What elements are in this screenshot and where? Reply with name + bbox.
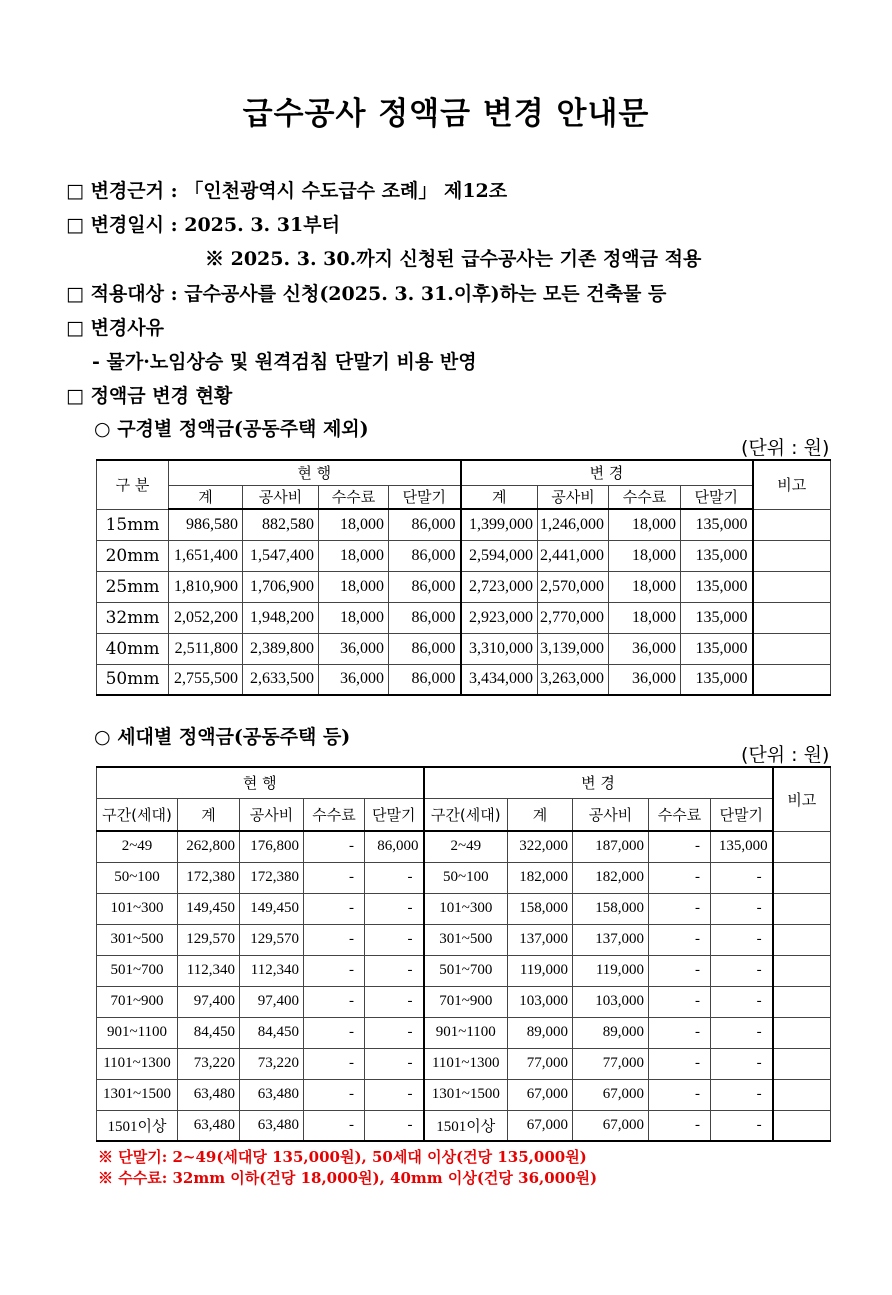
range-cell: 50~100 — [424, 862, 508, 893]
table2-heading: ○ 세대별 정액금(공동주택 등) — [94, 726, 351, 748]
cell-value: 63,480 — [240, 1079, 304, 1110]
sub-header: 계 — [169, 485, 243, 509]
range-cell: 301~500 — [97, 924, 178, 955]
sub-header: 수수료 — [304, 798, 365, 831]
remark-cell — [773, 955, 831, 986]
header-remark: 비고 — [773, 767, 831, 831]
cell-value: - — [304, 1079, 365, 1110]
cell-value: 67,000 — [573, 1110, 649, 1141]
header-current: 현 행 — [169, 460, 461, 485]
cell-value: 158,000 — [573, 893, 649, 924]
status-line: □ 정액금 변경 현황 — [66, 385, 233, 407]
cell-value: 322,000 — [508, 831, 573, 862]
cell-value: 149,450 — [178, 893, 240, 924]
cell-value: 18,000 — [319, 571, 389, 602]
cell-value: 73,220 — [240, 1048, 304, 1079]
table-row — [97, 862, 831, 893]
cell-value: 1,547,400 — [243, 540, 319, 571]
cell-value: 135,000 — [681, 664, 753, 695]
cell-value: 135,000 — [711, 831, 773, 862]
cell-value: - — [304, 1110, 365, 1141]
cell-value: 2,052,200 — [169, 602, 243, 633]
cell-value: 2,594,000 — [461, 540, 538, 571]
cell-value: 1,651,400 — [169, 540, 243, 571]
cell-value: 2,923,000 — [461, 602, 538, 633]
table-row — [97, 571, 831, 602]
cell-value: 3,434,000 — [461, 664, 538, 695]
cell-value: 67,000 — [573, 1079, 649, 1110]
range-cell: 701~900 — [424, 986, 508, 1017]
sub-header: 단말기 — [681, 485, 753, 509]
table-row — [97, 633, 831, 664]
table-row — [97, 1017, 831, 1048]
sub-header: 공사비 — [240, 798, 304, 831]
cell-value: 158,000 — [508, 893, 573, 924]
cell-value: 182,000 — [573, 862, 649, 893]
remark-cell — [753, 633, 831, 664]
cell-value: 89,000 — [508, 1017, 573, 1048]
cell-value: 119,000 — [573, 955, 649, 986]
cell-value: - — [365, 893, 424, 924]
reason-line: □ 변경사유 — [66, 317, 164, 339]
range-cell: 1301~1500 — [97, 1079, 178, 1110]
cell-value: 1,399,000 — [461, 509, 538, 540]
cell-value: 63,480 — [178, 1110, 240, 1141]
cell-value: - — [711, 986, 773, 1017]
cell-value: 3,139,000 — [538, 633, 609, 664]
cell-value: 176,800 — [240, 831, 304, 862]
row-label: 25mm — [97, 571, 169, 602]
sub-header: 수수료 — [649, 798, 711, 831]
remark-cell — [753, 602, 831, 633]
cell-value: - — [365, 1079, 424, 1110]
cell-value: - — [304, 893, 365, 924]
diameter-fee-table — [96, 459, 831, 696]
cell-value: - — [649, 862, 711, 893]
cell-value: - — [649, 986, 711, 1017]
table-row — [97, 1048, 831, 1079]
cell-value: 36,000 — [609, 633, 681, 664]
cell-value: 1,810,900 — [169, 571, 243, 602]
table-row — [97, 893, 831, 924]
sub-header: 단말기 — [389, 485, 461, 509]
cell-value: 172,380 — [240, 862, 304, 893]
cell-value: 1,706,900 — [243, 571, 319, 602]
remark-cell — [773, 924, 831, 955]
cell-value: 63,480 — [240, 1110, 304, 1141]
sub-header: 단말기 — [365, 798, 424, 831]
cell-value: 149,450 — [240, 893, 304, 924]
header-remark: 비고 — [753, 460, 831, 509]
range-cell: 901~1100 — [424, 1017, 508, 1048]
sub-header: 수수료 — [319, 485, 389, 509]
cell-value: 73,220 — [178, 1048, 240, 1079]
cell-value: 119,000 — [508, 955, 573, 986]
date-line: □ 변경일시 : 2025. 3. 31부터 — [66, 214, 340, 236]
document-title: 급수공사 정액금 변경 안내문 — [242, 96, 650, 132]
cell-value: 18,000 — [609, 571, 681, 602]
cell-value: 86,000 — [389, 571, 461, 602]
remark-cell — [773, 986, 831, 1017]
remark-cell — [773, 862, 831, 893]
sub-header: 계 — [178, 798, 240, 831]
sub-header: 단말기 — [711, 798, 773, 831]
target-line: □ 적용대상 : 급수공사를 신청(2025. 3. 31.이후)하는 모든 건축물 등 — [66, 283, 667, 305]
cell-value: - — [304, 1017, 365, 1048]
remark-cell — [773, 1017, 831, 1048]
table-row — [97, 1110, 831, 1141]
cell-value: - — [365, 924, 424, 955]
row-label: 32mm — [97, 602, 169, 633]
cell-value: - — [649, 924, 711, 955]
sub-header: 구간(세대) — [97, 798, 178, 831]
range-cell: 1501이상 — [424, 1110, 508, 1141]
sub-header: 수수료 — [609, 485, 681, 509]
range-cell: 501~700 — [424, 955, 508, 986]
cell-value: 882,580 — [243, 509, 319, 540]
table-row — [97, 602, 831, 633]
cell-value: - — [304, 862, 365, 893]
cell-value: - — [365, 1017, 424, 1048]
sub-header: 공사비 — [243, 485, 319, 509]
header-changed: 변 경 — [424, 767, 773, 798]
cell-value: 129,570 — [240, 924, 304, 955]
cell-value: 182,000 — [508, 862, 573, 893]
basis-line: □ 변경근거 : 「인천광역시 수도급수 조례」 제12조 — [66, 180, 508, 202]
sub-header: 계 — [508, 798, 573, 831]
cell-value: 1,246,000 — [538, 509, 609, 540]
household-fee-table — [96, 766, 831, 1142]
cell-value: 2,723,000 — [461, 571, 538, 602]
cell-value: 18,000 — [609, 509, 681, 540]
cell-value: 135,000 — [681, 540, 753, 571]
cell-value: 135,000 — [681, 633, 753, 664]
cell-value: - — [711, 955, 773, 986]
range-cell: 501~700 — [97, 955, 178, 986]
cell-value: 112,340 — [240, 955, 304, 986]
row-label: 50mm — [97, 664, 169, 695]
cell-value: 135,000 — [681, 571, 753, 602]
cell-value: - — [649, 1110, 711, 1141]
cell-value: - — [365, 955, 424, 986]
header-category: 구 분 — [97, 460, 169, 509]
cell-value: 172,380 — [178, 862, 240, 893]
range-cell: 50~100 — [97, 862, 178, 893]
cell-value: 986,580 — [169, 509, 243, 540]
cell-value: - — [365, 1048, 424, 1079]
sub-header: 구간(세대) — [424, 798, 508, 831]
cell-value: 18,000 — [319, 602, 389, 633]
table1-unit: (단위 : 원) — [741, 437, 830, 459]
cell-value: 2,389,800 — [243, 633, 319, 664]
remark-cell — [753, 571, 831, 602]
remark-cell — [773, 1048, 831, 1079]
row-label: 20mm — [97, 540, 169, 571]
remark-cell — [773, 1079, 831, 1110]
table-row — [97, 924, 831, 955]
footnote-fee: ※ 수수료: 32mm 이하(건당 18,000원), 40mm 이상(건당 36,000원) — [98, 1169, 598, 1187]
cell-value: - — [649, 1048, 711, 1079]
cell-value: 86,000 — [389, 602, 461, 633]
remark-cell — [753, 540, 831, 571]
cell-value: 97,400 — [240, 986, 304, 1017]
cell-value: - — [304, 1048, 365, 1079]
cell-value: 84,450 — [178, 1017, 240, 1048]
cell-value: 187,000 — [573, 831, 649, 862]
range-cell: 1301~1500 — [424, 1079, 508, 1110]
cell-value: - — [304, 955, 365, 986]
cell-value: 262,800 — [178, 831, 240, 862]
range-cell: 301~500 — [424, 924, 508, 955]
cell-value: - — [304, 831, 365, 862]
cell-value: - — [649, 1017, 711, 1048]
cell-value: 84,450 — [240, 1017, 304, 1048]
range-cell: 2~49 — [97, 831, 178, 862]
cell-value: 2,755,500 — [169, 664, 243, 695]
range-cell: 901~1100 — [97, 1017, 178, 1048]
table-row — [97, 509, 831, 540]
cell-value: 86,000 — [365, 831, 424, 862]
range-cell: 701~900 — [97, 986, 178, 1017]
header-changed: 변 경 — [461, 460, 753, 485]
cell-value: 86,000 — [389, 540, 461, 571]
sub-header: 계 — [461, 485, 538, 509]
cell-value: - — [304, 986, 365, 1017]
cell-value: 135,000 — [681, 509, 753, 540]
row-label: 40mm — [97, 633, 169, 664]
cell-value: 129,570 — [178, 924, 240, 955]
cell-value: 103,000 — [573, 986, 649, 1017]
cell-value: 97,400 — [178, 986, 240, 1017]
remark-cell — [753, 664, 831, 695]
cell-value: - — [711, 1048, 773, 1079]
range-cell: 101~300 — [97, 893, 178, 924]
cell-value: - — [365, 862, 424, 893]
cell-value: 1,948,200 — [243, 602, 319, 633]
cell-value: - — [649, 893, 711, 924]
table-row — [97, 540, 831, 571]
cell-value: - — [649, 831, 711, 862]
cell-value: - — [711, 924, 773, 955]
cell-value: 2,441,000 — [538, 540, 609, 571]
cell-value: 112,340 — [178, 955, 240, 986]
cell-value: 18,000 — [319, 540, 389, 571]
table-row — [97, 1079, 831, 1110]
cell-value: 63,480 — [178, 1079, 240, 1110]
date-note: ※ 2025. 3. 30.까지 신청된 급수공사는 기존 정액금 적용 — [205, 248, 702, 270]
cell-value: 89,000 — [573, 1017, 649, 1048]
cell-value: 3,310,000 — [461, 633, 538, 664]
cell-value: 2,633,500 — [243, 664, 319, 695]
remark-cell — [773, 831, 831, 862]
table2-unit: (단위 : 원) — [741, 744, 830, 766]
remark-cell — [753, 509, 831, 540]
cell-value: - — [649, 955, 711, 986]
table-row — [97, 986, 831, 1017]
header-current: 현 행 — [97, 767, 424, 798]
sub-header: 공사비 — [538, 485, 609, 509]
cell-value: 3,263,000 — [538, 664, 609, 695]
cell-value: 137,000 — [573, 924, 649, 955]
sub-header: 공사비 — [573, 798, 649, 831]
cell-value: - — [649, 1079, 711, 1110]
cell-value: 18,000 — [609, 540, 681, 571]
remark-cell — [773, 1110, 831, 1141]
cell-value: 77,000 — [573, 1048, 649, 1079]
cell-value: 36,000 — [319, 664, 389, 695]
cell-value: 36,000 — [319, 633, 389, 664]
range-cell: 101~300 — [424, 893, 508, 924]
cell-value: - — [711, 893, 773, 924]
cell-value: 137,000 — [508, 924, 573, 955]
cell-value: 86,000 — [389, 509, 461, 540]
cell-value: 135,000 — [681, 602, 753, 633]
cell-value: 2,770,000 — [538, 602, 609, 633]
remark-cell — [773, 893, 831, 924]
range-cell: 2~49 — [424, 831, 508, 862]
cell-value: 18,000 — [319, 509, 389, 540]
cell-value: 67,000 — [508, 1079, 573, 1110]
table1-heading: ○ 구경별 정액금(공동주택 제외) — [94, 418, 369, 440]
cell-value: 103,000 — [508, 986, 573, 1017]
cell-value: - — [711, 1110, 773, 1141]
cell-value: - — [711, 1079, 773, 1110]
cell-value: 86,000 — [389, 664, 461, 695]
range-cell: 1101~1300 — [97, 1048, 178, 1079]
cell-value: - — [711, 862, 773, 893]
cell-value: - — [711, 1017, 773, 1048]
cell-value: - — [365, 1110, 424, 1141]
cell-value: 86,000 — [389, 633, 461, 664]
cell-value: 67,000 — [508, 1110, 573, 1141]
cell-value: 2,511,800 — [169, 633, 243, 664]
range-cell: 1101~1300 — [424, 1048, 508, 1079]
range-cell: 1501이상 — [97, 1110, 178, 1141]
cell-value: 36,000 — [609, 664, 681, 695]
cell-value: - — [304, 924, 365, 955]
cell-value: 77,000 — [508, 1048, 573, 1079]
reason-detail: - 물가·노임상승 및 원격검침 단말기 비용 반영 — [92, 351, 477, 373]
cell-value: 18,000 — [609, 602, 681, 633]
footnote-terminal: ※ 단말기: 2~49(세대당 135,000원), 50세대 이상(건당 135,000원) — [98, 1148, 587, 1166]
table-row — [97, 831, 831, 862]
cell-value: 2,570,000 — [538, 571, 609, 602]
table-row — [97, 664, 831, 695]
cell-value: - — [365, 986, 424, 1017]
row-label: 15mm — [97, 509, 169, 540]
table-row — [97, 955, 831, 986]
